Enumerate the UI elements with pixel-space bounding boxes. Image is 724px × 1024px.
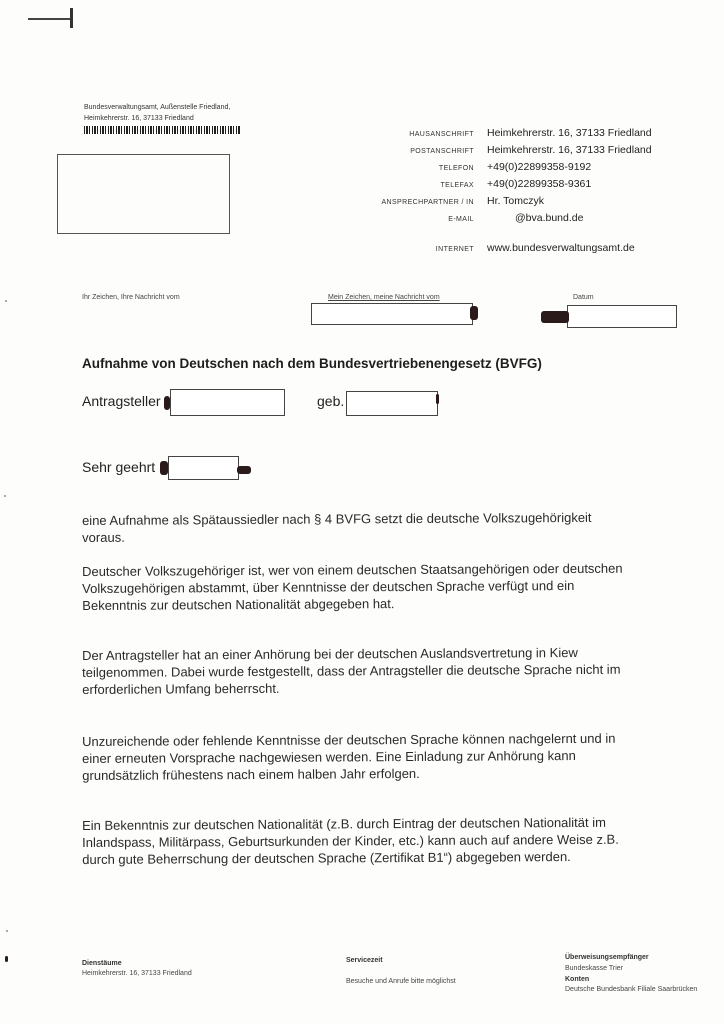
scan-speck <box>5 300 7 302</box>
salutation-name-redaction <box>168 456 239 480</box>
ink-blot <box>237 466 251 474</box>
paragraph <box>82 643 692 698</box>
contact-value: www.bundesverwaltungsamt.de <box>487 242 635 254</box>
your-reference-label: Ihr Zeichen, Ihre Nachricht vom <box>82 294 180 301</box>
ink-blot <box>5 956 8 962</box>
footer-offices-title: Dienstäume <box>82 960 122 967</box>
contact-row <box>330 178 660 194</box>
sender-line-2: Heimkehrerstr. 16, 37133 Friedland <box>84 115 194 122</box>
contact-value: Heimkehrerstr. 16, 37133 Friedland <box>487 144 652 156</box>
paragraph-line: Unzureichende oder fehlende Kenntnisse der deutschen Sprache können nachgelernt und in <box>82 730 616 749</box>
recipient-address-box <box>57 154 230 234</box>
footer-service-title: Servicezeit <box>346 957 383 964</box>
paragraph-line: voraus. <box>82 529 125 545</box>
paragraph-line: teilgenommen. Dabei wurde festgestellt, dass der Antragsteller die deutsche Sprache nicht im <box>82 661 621 680</box>
paragraph-line: Volkszugehörigen abstammt, über Kenntnisse der deutschen Sprache verfügt und ein <box>82 577 575 596</box>
contact-key: TELEFAX <box>440 182 474 189</box>
contact-key: INTERNET <box>435 246 474 253</box>
contact-value: @bva.bund.de <box>515 212 584 224</box>
contact-row <box>330 127 660 143</box>
paragraph-line: eine Aufnahme als Spätaussiedler nach § 4 BVFG setzt die deutsche Volkszugehörigkeit <box>82 509 592 528</box>
applicant-label: Antragsteller <box>82 393 161 409</box>
paragraph <box>82 729 692 784</box>
fold-tick <box>70 8 73 28</box>
my-reference-label: Mein Zeichen, meine Nachricht vom <box>328 294 440 301</box>
paragraph-line: einer erneuten Vorsprache nachgewiesen werden. Eine Einladung zur Anhörung kann <box>82 747 576 766</box>
paragraph-line: Inlandspass, Militärpass, Geburtsurkunden der Kinder, etc.) kann auch auf andere Weise z.B. <box>82 831 619 850</box>
contact-key: TELEFON <box>438 165 474 172</box>
footer-accounts-text: Deutsche Bundesbank Filiale Saarbrücken <box>565 986 698 993</box>
fold-mark <box>28 18 72 20</box>
salutation: Sehr geehrt <box>82 459 156 475</box>
footer-offices-text: Heimkehrerstr. 16, 37133 Friedland <box>82 970 192 977</box>
applicant-name-redaction <box>170 389 285 416</box>
paragraph-line: durch gute Beherrschung der deutschen Sprache (Zertifikat B1“) abgegeben werden. <box>82 849 571 867</box>
birthdate-redaction <box>346 391 438 416</box>
date-label: Datum <box>573 294 594 301</box>
contact-key: E-MAIL <box>448 216 474 223</box>
contact-key: ANSPRECHPARTNER / IN <box>381 199 474 206</box>
sender-line-1: Bundesverwaltungsamt, Außenstelle Friedland, <box>84 104 231 111</box>
paragraph-line: grundsätzlich frühestens nach einem halben Jahr erfolgen. <box>82 765 420 783</box>
contact-row <box>330 144 660 160</box>
paragraph-line: Deutscher Volkszugehöriger ist, wer von einem deutschen Staatsangehörigen oder deutschen <box>82 560 623 579</box>
paragraph-line: erforderlichen Umfang beherrscht. <box>82 680 280 697</box>
contact-row <box>330 242 660 258</box>
paragraph <box>82 508 692 546</box>
born-label: geb. <box>317 393 345 409</box>
ink-blot <box>541 311 569 323</box>
footer-service-text: Besuche und Anrufe bitte möglichst <box>346 978 456 985</box>
contact-value: +49(0)22899358-9361 <box>487 178 592 190</box>
contact-key: POSTANSCHRIFT <box>410 148 474 155</box>
footer-accounts-title: Konten <box>565 976 590 983</box>
contact-row <box>330 161 660 177</box>
date-redaction <box>567 305 677 328</box>
scan-speck <box>6 930 8 932</box>
contact-key: HAUSANSCHRIFT <box>409 131 474 138</box>
ink-blot <box>160 461 168 475</box>
paragraph-line: Bekenntnis zur deutschen Nationalität abgegeben hat. <box>82 596 395 613</box>
contact-value: +49(0)22899358-9192 <box>487 161 592 173</box>
ink-blot <box>470 306 478 320</box>
footer-bank-recipient: Bundeskasse Trier <box>565 965 623 972</box>
paragraph-line: Ein Bekenntnis zur deutschen Nationalität (z.B. durch Eintrag der deutschen Nationalität im <box>82 814 606 833</box>
footer-bank-title: Überweisungsempfänger <box>565 954 649 961</box>
scan-speck <box>4 495 6 497</box>
ink-blot <box>436 394 439 404</box>
paragraph <box>82 813 692 868</box>
my-reference-redaction <box>311 303 473 325</box>
letter-subject: Aufnahme von Deutschen nach dem Bundesvertriebenengesetz (BVFG) <box>82 356 542 371</box>
contact-row <box>330 212 660 228</box>
contact-value: Hr. Tomczyk <box>487 195 544 207</box>
paragraph <box>82 559 692 614</box>
postal-barcode <box>84 126 240 134</box>
paragraph-line: Der Antragsteller hat an einer Anhörung bei der deutschen Auslandsvertretung in Kiew <box>82 644 578 663</box>
contact-value: Heimkehrerstr. 16, 37133 Friedland <box>487 127 652 139</box>
contact-row <box>330 195 660 211</box>
